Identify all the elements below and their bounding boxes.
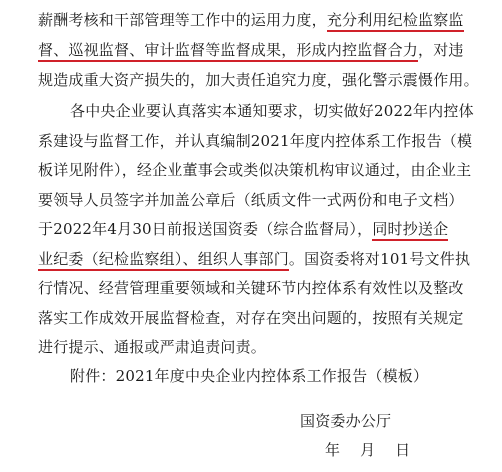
paragraph2-line5 xyxy=(38,219,448,239)
attachment-line: 附件：2021年度中央企业内控体系工作报告（模板） xyxy=(70,367,429,385)
highlight-underline-2b: 业纪委（纪检监察组）、组织人事部门 xyxy=(38,250,289,271)
paragraph2-line6-text: 。国资委将对101号文件执 xyxy=(288,250,471,268)
paragraph2-line7: 行情况、经营管理重要领域和关键环节内控体系有效性以及整改 xyxy=(38,279,464,297)
paragraph2-line1: 各中央企业要认真落实本通知要求，切实做好2022年内控体 xyxy=(70,102,474,120)
paragraph1-line2 xyxy=(38,40,464,60)
paragraph1-line1-text: 薪酬考核和干部管理等工作中的运用力度， xyxy=(38,11,327,29)
issue-date: 年 月 日 xyxy=(325,441,411,459)
paragraph1-line3: 规造成重大资产损失的，加大责任追究力度，强化警示震慑作用。 xyxy=(38,71,479,89)
paragraph2-line5-text: 于2022年4月30日前报送国资委（综合监督局）， xyxy=(38,220,373,238)
paragraph2-line9: 进行提示、通报或严肃追责问责。 xyxy=(38,338,267,356)
highlight-underline-1a: 充分利用纪检监察监 xyxy=(327,11,464,32)
paragraph2-line6 xyxy=(38,249,470,269)
paragraph1-line1 xyxy=(38,10,464,30)
paragraph2-line3: 板详见附件），经企业董事会或类似决策机构审议通过，由企业主 xyxy=(38,161,472,179)
paragraph2-line4: 要领导人员签字并加盖公章后（纸质文件一式两份和电子文档） xyxy=(38,191,464,209)
highlight-underline-1b: 督、巡视监督、审计监督等监督成果，形成内控监督合力 xyxy=(38,41,418,62)
paragraph2-line2: 系建设与监督工作，并认真编制2021年度内控体系工作报告（模 xyxy=(38,132,473,150)
issuer-name: 国资委办公厅 xyxy=(300,412,392,430)
paragraph1-line2-text: ，对违 xyxy=(418,41,464,59)
highlight-underline-2a: 同时抄送企 xyxy=(372,220,448,241)
paragraph2-line8: 落实工作成效开展监督检查，对存在突出问题的，按照有关规定 xyxy=(38,309,464,327)
